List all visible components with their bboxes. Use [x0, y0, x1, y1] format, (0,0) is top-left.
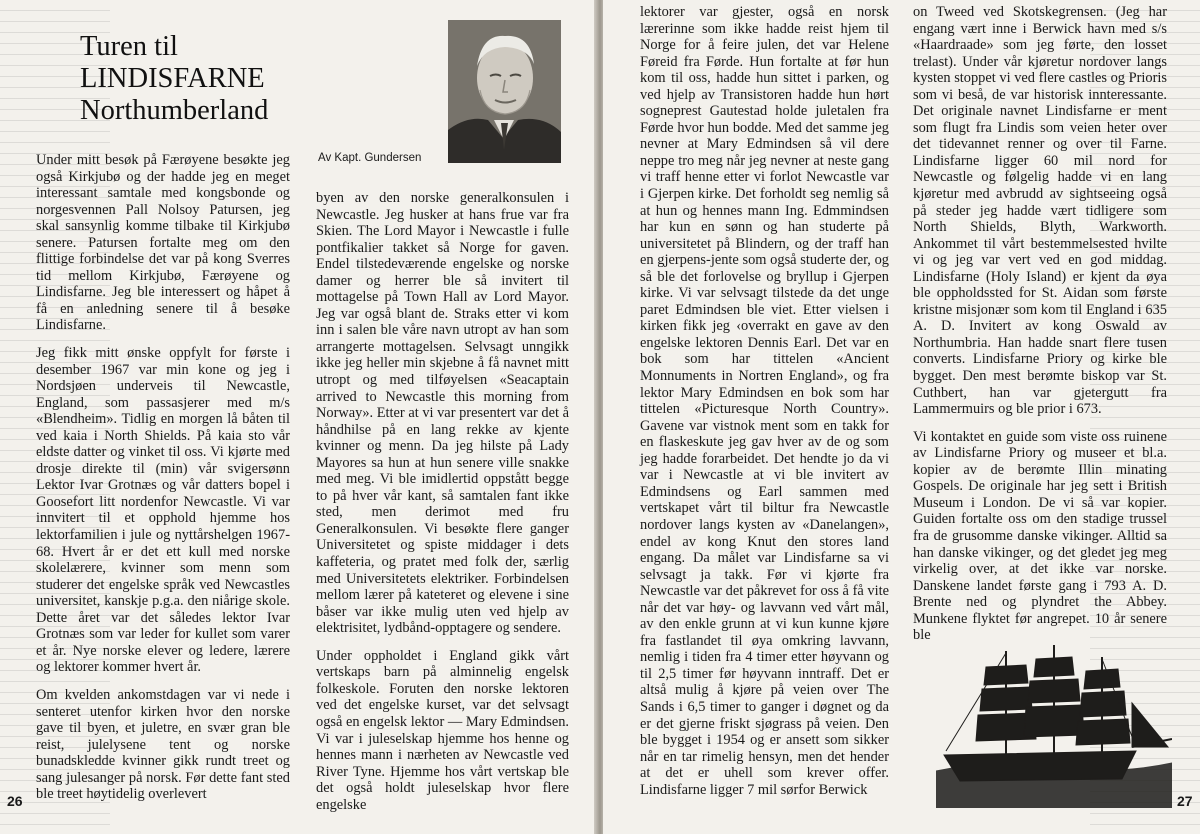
article-title: [80, 31, 310, 127]
right-page-column-2: [913, 4, 1167, 655]
paragraph: lektorer var gjester, også en norsk lærerinne som ikke hadde reist hjem til Norge for å feire julen, det var Helene Føreid fra Førde. Hun fortalte at før hun kom til oss, hadde hun sittet i parken, og ved hjelp av Transistoren hadde hun hørt sogneprest Gautestad holde juletalen fra Førde hvor hun bodde. Med det samme jeg nevner at Mary Edmindsen så vil dere neppe tro meg når jeg nevner at neste gang vi traff henne etter vi forlot Newcastle var i Gjerpen kirke. Det forholdt seg nemlig så at hun og hennes mann Ing. Edmmindsen har kun en sønn og han studerte på universitetet på Blindern, og der traff han en gjerpens-jente som også studerte der, og så ble det forlovelse og bryllup i Gjerpen kirke. Vi var selvsagt tilstede da det unge paret Edmindsen ble viet. Etter vielsen i kirken fikk jeg ‹overrakt en gave av den engelske lektoren Dennis Earl. Det var en bok som har tittelen «Ancient Monnuments in Nortren England», og fra lektor Mary Edmindsen en bok som har tittelen «Picturesque North Country». Gavene var vistnok ment som en takk for en flaskeskute jeg gav hver av de og som jeg hadde forarbeidet. Det hendte jo da vi var i Newcastle at vi ble invitert av Edmindsens og Earl sammen med vertskapet vårt til biltur fra Newcastle nordover langs kysten av «Danelangen», endel av kong Knut den stores land engang. Da målet var Lindisfarne sa vi selvsagt ja takk. Før vi kjørte fra Newcastle var det påkrevet for oss å få vite når det var høy- og lavvann ved vårt mål, av den enkle grunn at vi kun kunne kjøre fra fastlandet til øya omkring lavvann, nemlig i tiden fra 4 timer etter høyvann og til 2,5 timer før høyvann inntraff. Det er altså mulig å kjøre på veien over The Sands i 6,5 timer to ganger i døgnet og da er det gjerne friskt sjøgrass på veien. Den ble bygget i 1954 og er ansett som sikker når en tar rimelig hensyn, men det hender at det er uhell som krever offer. Lindisfarne ligger 7 mil sørfor Berwick: [640, 4, 889, 798]
paragraph: Jeg fikk mitt ønske oppfylt for første i desember 1967 var min kone og jeg i Nordsjøen underveis til Newcastle, England, som passasjerer med m/s «Blendheim». Tidlig en morgen lå båten til ved kaia i North Shields. På kaia sto vår eldste datter og vinket til oss. Vi kjørte med drosje direkte til (min) vår svigersønn Lektor Ivar Grotnæs og vår datters bopel i Goosefort litt nordenfor Newcastle. Vi var innvitert til et opphold hjemme hos lektorfamilien i jule og nyttårshelgen 1967-68. Hvert år er det ett kull med norske skolelærere, kvinner som menn som studerer det engelske språk ved Newcastles universitet, kanskje p.g.a. den niårige skole. Dette året var det således lektor Ivar Grotnæs som var leder for kullet som varer et år. Nye norske elever og ledere, lærere og lektorer kommer hvert år.: [36, 345, 290, 676]
paragraph: on Tweed ved Skotskegrensen. (Jeg har engang vært inne i Berwick havn med s/s «Haardraade» som jeg førte, den losset trelast). Under vår kjøretur nordover langs kysten stoppet vi ved flere castles og Prioris som vi beså, de var historisk innteressante. Det originale navnet Lindisfarne er ment som flugt fra Lindis som veien heter over det tidevannet renner og over til Farne. Lindisfarne ligger 60 mil nord for Newcastle og følgelig hadde vi en lang kjøretur med avbrudd av sightseeing også på steder jeg hadde vært tidligere som North Shields, Blyth, Warkworth. Ankommet til vårt bestemmelsested hvilte vi og jeg var vert ved en god middag. Lindisfarne (Holy Island) er kjent da øya ble oppholdssted for St. Aidan som første kristne misjonær som kom til England i 635 A. D. Invitert av kong Oswald av Northumbria. Han hadde snart flere tusen converts. Lindisfarne Priory og kirke ble bygget. Den mest berømte biskop var St. Cuthbert, han var gjetergutt fra Lammermuirs og ble prior i 673.: [913, 4, 1167, 418]
title-line: Turen til: [80, 31, 178, 62]
title-line: LINDISFARNE: [80, 63, 265, 94]
left-page-column-2: [316, 190, 569, 824]
paragraph: Under mitt besøk på Færøyene besøkte jeg også Kirkjubø og der hadde jeg en meget interessant samtale med kongsbonde og norgesvennen Pall Nolsoy Patursen, jeg skal sansynlig komme tilbake til Kirkjubø senere. Patursen fortalte meg om den flittige forbindelse det var på kong Sverres tid mellom Kirkjubø, Færøyene og Lindisfarne. Jeg ble interessert og håpet å få en anledning senere til å besøke Lindisfarne.: [36, 152, 290, 334]
sailing-ship-illustration: [936, 643, 1172, 808]
paragraph: Vi kontaktet en guide som viste oss ruinene av Lindisfarne Priory og museer et bl.a. kopier av de berømte Illin minating Gospels. De originale har jeg sett i British Museum i London. De vi så var kopier. Guiden fortalte oss om den stadige trussel fra de grusomme danske vikinger. Alltid sa han danske vikinger, og det gledet jeg meg virkelig over, at det ikke var norske. Danskene landet første gang i 793 A. D. Brente ned og plyndret the Abbey. Munkene flyktet før angrepet. 10 år senere ble: [913, 428, 1167, 644]
paragraph: Om kvelden ankomstdagen var vi nede i senteret utenfor kirken hvor den norske gave til byen, et juletre, en svær gran ble reist, julelysene tent og norske bunadskledde kvinner gikk rundt treet og sang julesanger på norsk. Før dette fant sted ble treet høytidelig overlevert: [36, 686, 290, 803]
left-page: [0, 0, 597, 834]
page-number: 26: [7, 793, 23, 809]
page-number: 27: [1177, 793, 1193, 809]
paragraph: byen av den norske generalkonsulen i Newcastle. Jeg husker at hans frue var fra Skien. The Lord Mayor i Newcastle i fulle pontfikalier takket så Norge for gaven. Endel tilstedeværende engelske og norske damer og herrer ble så invitert til mottagelse på Town Hall av Lord Mayor. Jeg var også blant de. Straks etter vi kom inn i salen ble våre navn utropt av han som arrangerte mottagelsen. Selvsagt unngikk ikke jeg heller min skjebne å få navnet mitt utropt og med tilføyelsen «Seacaptain arrived to Newcastle this morning from Norway». Etter at vi var presentert var det å håndhilse på en lang rekke av kjente kvinner og menn. Da jeg hilste på Lady Mayores sa hun at hun senere ville snakke med meg. Vi ble imidlertid oppstått begge to på hver vår kant, så samtalen fant ikke sted, men derimot med fru Generalkonsulen. Vi besøkte flere ganger Universitetet og spiste middager i dets kaffeteria, og pratet med folk der, særlig med Universitetets elektriker. Forbindelsen mellom lærer på kateteret og elevene i sine båser var ikke mulig uten ved hjelp av elektrisitet, lydbånd-opptagere og sendere.: [316, 190, 569, 637]
left-page-column-1: [36, 152, 290, 814]
paragraph: Under oppholdet i England gikk vårt vertskaps barn på alminnelig engelsk folkeskole. Foruten den norske lektoren ved det engelske kurset, var det selvsagt også en engelsk lektor — Mary Edmindsen. Vi var i juleselskap hjemme hos henne og hennes mann i nærheten av Newcastle ved River Tyne. Hjemme hos vårt vertskap ble det også holdt juleselskap hvor flere engelske: [316, 647, 569, 813]
author-portrait: [448, 20, 561, 163]
title-line: Northumberland: [80, 95, 269, 126]
byline: Av Kapt. Gundersen: [318, 152, 422, 164]
right-page-column-1: [640, 4, 889, 809]
